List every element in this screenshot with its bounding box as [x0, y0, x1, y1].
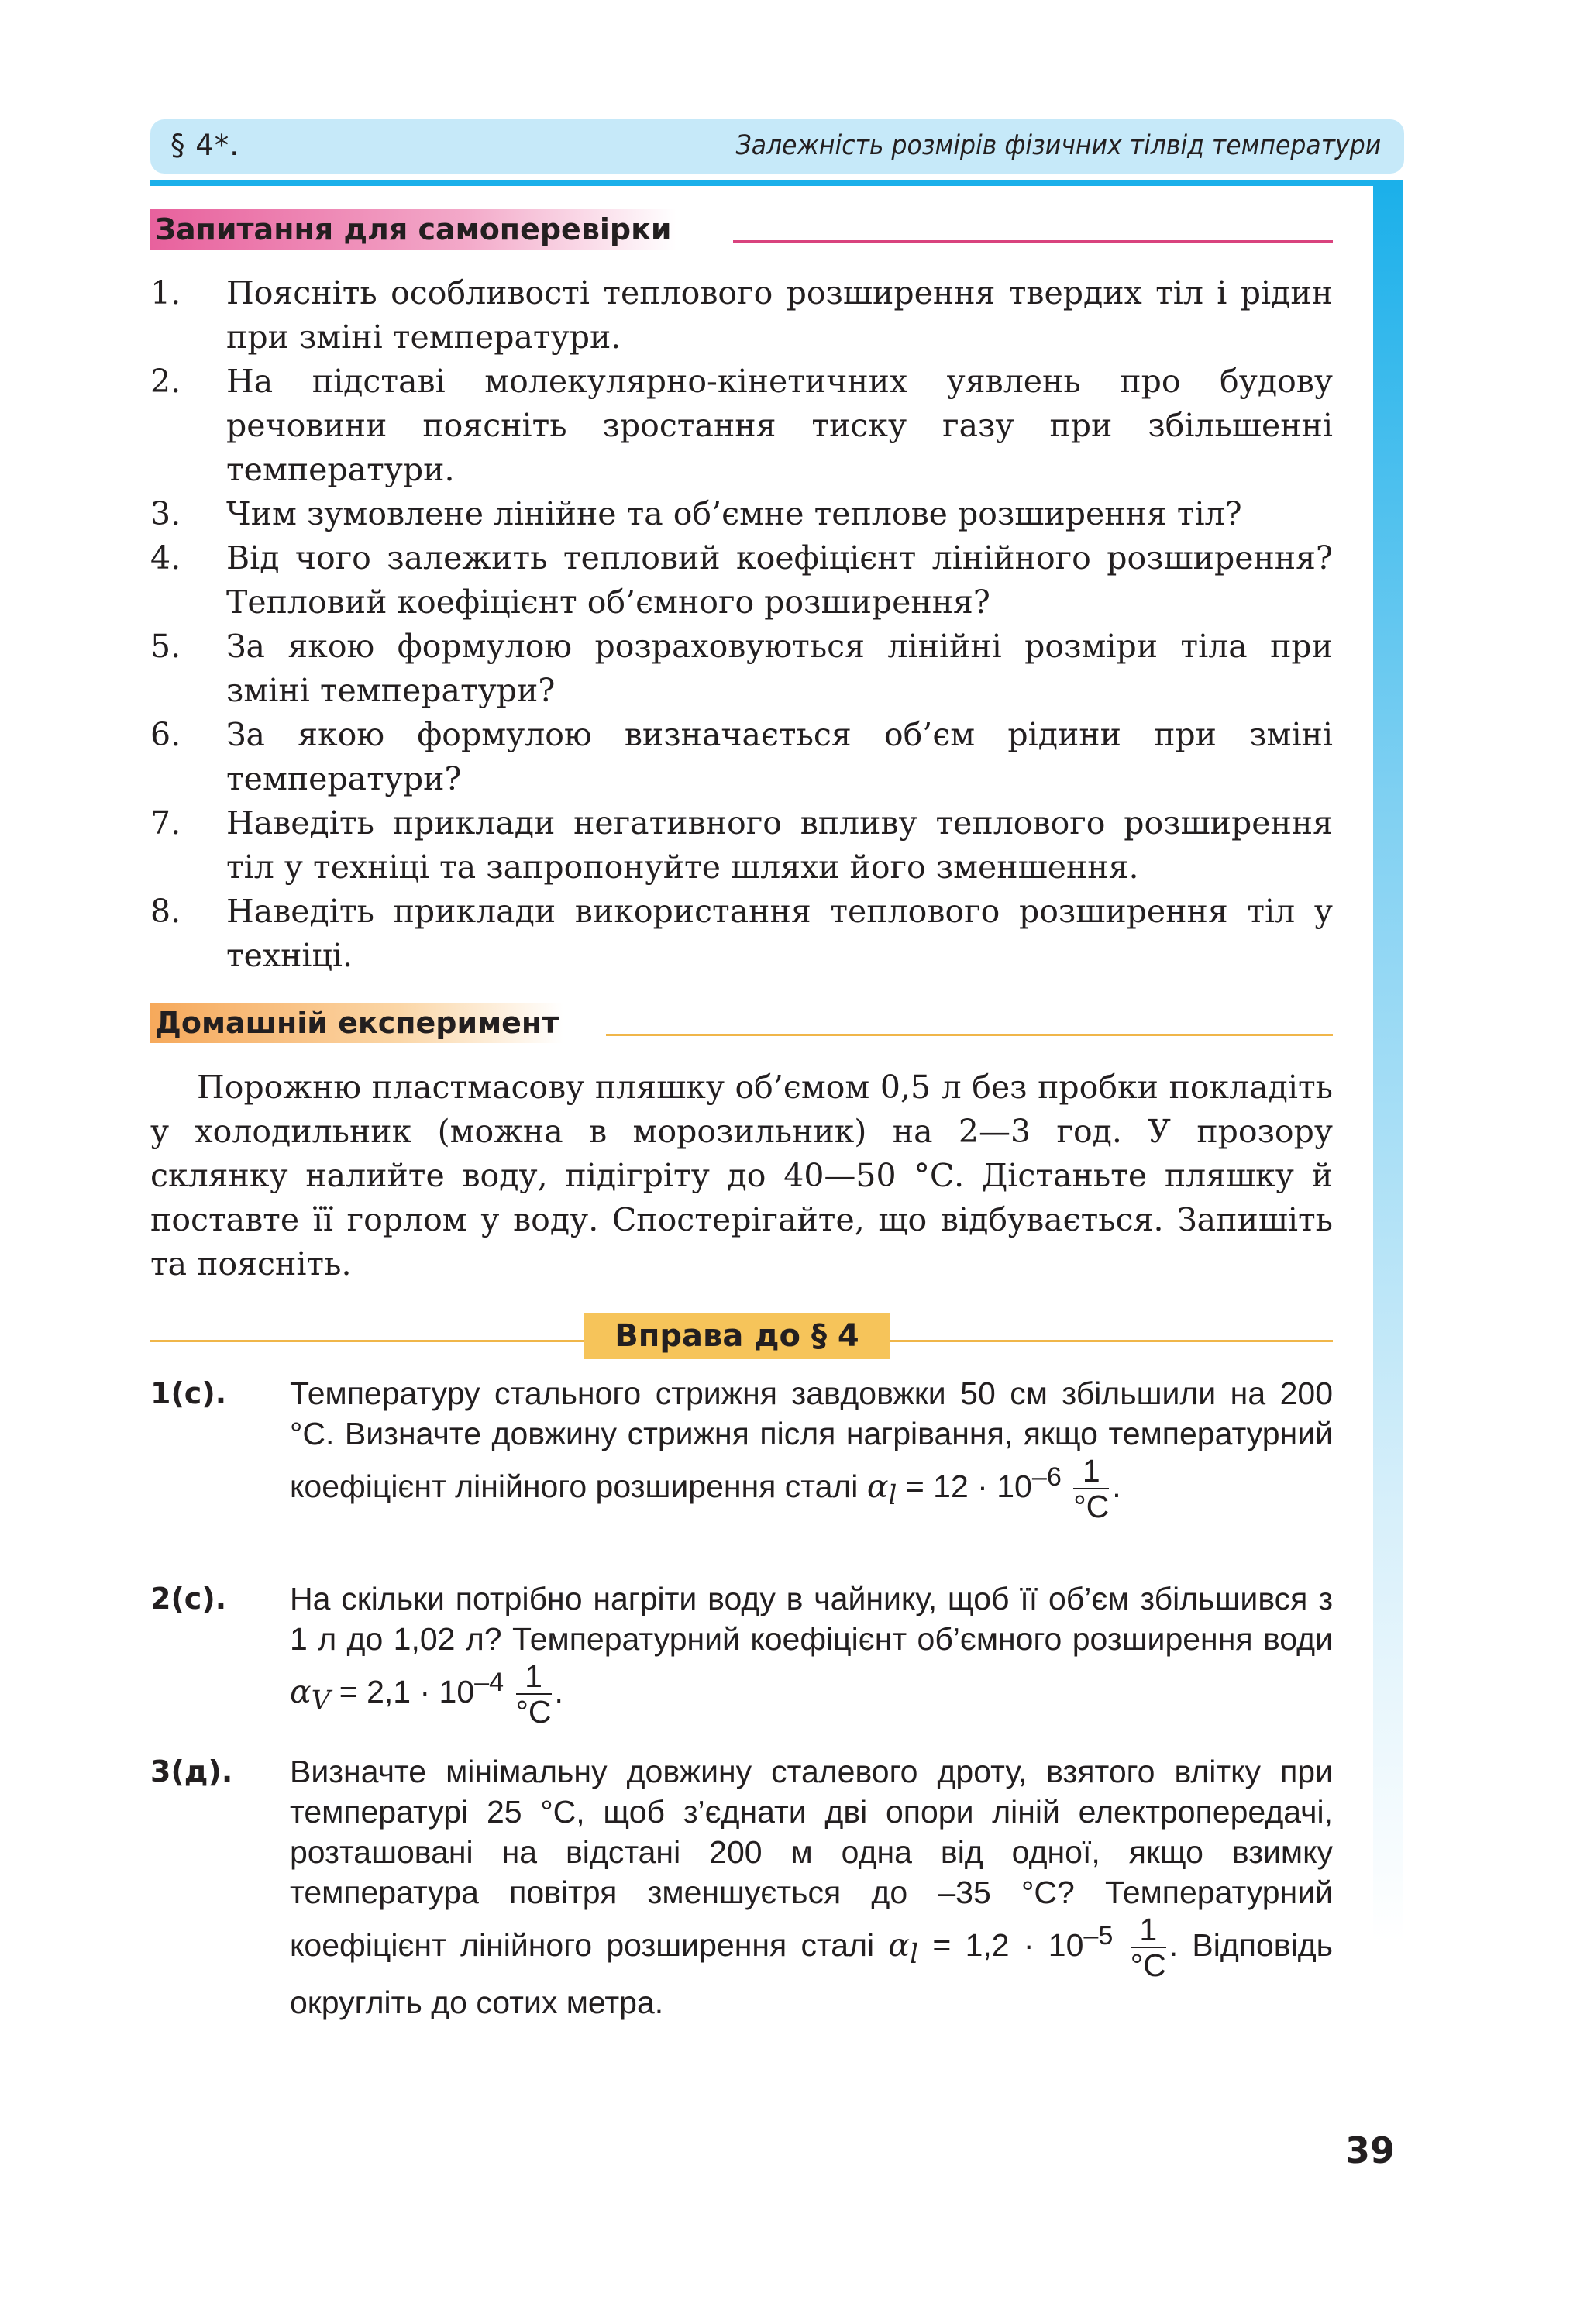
problem-number: 2(с). [150, 1582, 227, 1616]
problem-text: На скільки потрібно нагріти воду в чайнику, щоб її об’єм збільшився з 1 л до 1,02 л? Температурний коефіцієнт об’ємного розширення води [290, 1581, 1333, 1657]
unit-fraction [1131, 1913, 1166, 1982]
alpha-symbol: α [290, 1672, 312, 1710]
experiment-title: Домашній експеримент [150, 1003, 563, 1043]
list-item [150, 713, 1333, 801]
formula-exponent: –6 [1031, 1462, 1062, 1493]
question-number: 1. [150, 274, 181, 312]
section-number: § 4*. [170, 129, 240, 162]
question-number: 3. [150, 495, 181, 532]
question-number: 6. [150, 716, 181, 753]
formula-end: . Відповідь округліть до сотих метра. [290, 1926, 1333, 2020]
problem-number: 1(с). [150, 1376, 227, 1410]
fraction-denominator: °С [1073, 1489, 1110, 1524]
problem-text: Температуру стального стрижня завдовжки 50 см збільшили на 200 °С. Визначте довжину стрижня після нагрівання, якщо температурний коефіцієнт лінійного розширення сталі [290, 1375, 1333, 1504]
alpha-symbol: α [866, 1467, 889, 1505]
question-text: На підставі молекулярно-кінетичних уявлень про будову речовини поясніть зростання тиску газу при збільшенні температури. [226, 363, 1333, 488]
questions-heading [150, 209, 1333, 250]
list-item [150, 492, 1333, 536]
problem-text: Визначте мінімальну довжину сталевого дроту, взятого влітку при температурі 25 °С, щоб з’єднати дві опори ліній електропередачі, розташовані на відстані 200 м одна від одної, якщо взимку температура повітря зменшується до –35 °С? Температурний коефіцієнт лінійного розширення сталі [290, 1754, 1333, 1963]
fraction-numerator: 1 [1073, 1454, 1109, 1489]
formula-exponent: –4 [474, 1668, 504, 1698]
question-number: 2. [150, 363, 181, 400]
question-text: Чим зумовлене лінійне та об’ємне теплове розширення тіл? [226, 495, 1242, 532]
side-color-bar [1373, 183, 1403, 1942]
questions-title: Запитання для самоперевірки [150, 209, 676, 250]
exercise-title: Вправа до § 4 [584, 1313, 890, 1359]
experiment-heading [150, 1003, 1333, 1043]
formula-end: . [1112, 1468, 1121, 1504]
header-rule [150, 180, 1403, 186]
exercise-problem [150, 1579, 1333, 1729]
formula-value: = 1,2 · 10 [918, 1926, 1084, 1963]
fraction-denominator: °С [1130, 1947, 1166, 1983]
alpha-subscript: V [311, 1685, 331, 1717]
alpha-subscript: l [888, 1480, 897, 1512]
question-text: За якою формулою визначається об’єм рідини при зміні температури? [226, 716, 1333, 797]
exercise-problem [150, 1373, 1333, 1524]
question-text: Наведіть приклади використання теплового розширення тіл у техніці. [226, 893, 1333, 974]
list-item [150, 271, 1333, 360]
question-text: За якою формулою розраховуються лінійні розміри тіла при зміні температури? [226, 628, 1333, 709]
section-title: Залежність розмірів фізичних тілвід температури [735, 130, 1381, 161]
experiment-text: Порожню пластмасову пляшку об’ємом 0,5 л без пробки покладіть у холодильник (можна в морозильник) на 2—3 год. У прозору склянку налийте воду, підігріту до 40—50 °С. Дістаньте пляшку й поставте її горлом у воду. Спостерігайте, що відбувається. Запишіть та поясніть. [150, 1069, 1333, 1283]
list-item [150, 801, 1333, 890]
unit-fraction [1073, 1454, 1109, 1524]
formula-value: = 12 · 10 [897, 1468, 1032, 1504]
unit-fraction [516, 1659, 552, 1729]
list-item [150, 360, 1333, 492]
question-text: Від чого залежить тепловий коефіцієнт лінійного розширення? Тепловий коефіцієнт об’ємного розширення? [226, 539, 1333, 621]
exercise-rule-left [150, 1340, 584, 1342]
list-item [150, 890, 1333, 978]
list-item [150, 625, 1333, 713]
alpha-symbol: α [888, 1926, 911, 1964]
question-number: 8. [150, 893, 181, 930]
exercise-problem [150, 1751, 1333, 2023]
formula-value: = 2,1 · 10 [330, 1673, 475, 1709]
question-number: 5. [150, 628, 181, 665]
page-header [150, 119, 1404, 174]
questions-list [150, 271, 1333, 978]
list-item [150, 536, 1333, 625]
formula-exponent: –5 [1083, 1921, 1114, 1951]
formula-end: . [554, 1673, 563, 1709]
experiment-heading-line [606, 1034, 1333, 1036]
question-text: Наведіть приклади негативного впливу теплового розширення тіл у техніці та запропонуйте шляхи його зменшення. [226, 804, 1333, 886]
fraction-numerator: 1 [1131, 1913, 1166, 1948]
page-number: 39 [1345, 2129, 1396, 2171]
alpha-subscript: l [910, 1939, 919, 1971]
questions-heading-line [733, 240, 1333, 243]
exercise-rule-right [890, 1340, 1333, 1342]
problem-number: 3(д). [150, 1754, 233, 1789]
fraction-numerator: 1 [516, 1659, 552, 1695]
question-number: 4. [150, 539, 181, 577]
fraction-denominator: °С [515, 1694, 552, 1730]
question-number: 7. [150, 804, 181, 842]
question-text: Поясніть особливості теплового розширення твердих тіл і рідин при зміні температури. [226, 274, 1333, 356]
